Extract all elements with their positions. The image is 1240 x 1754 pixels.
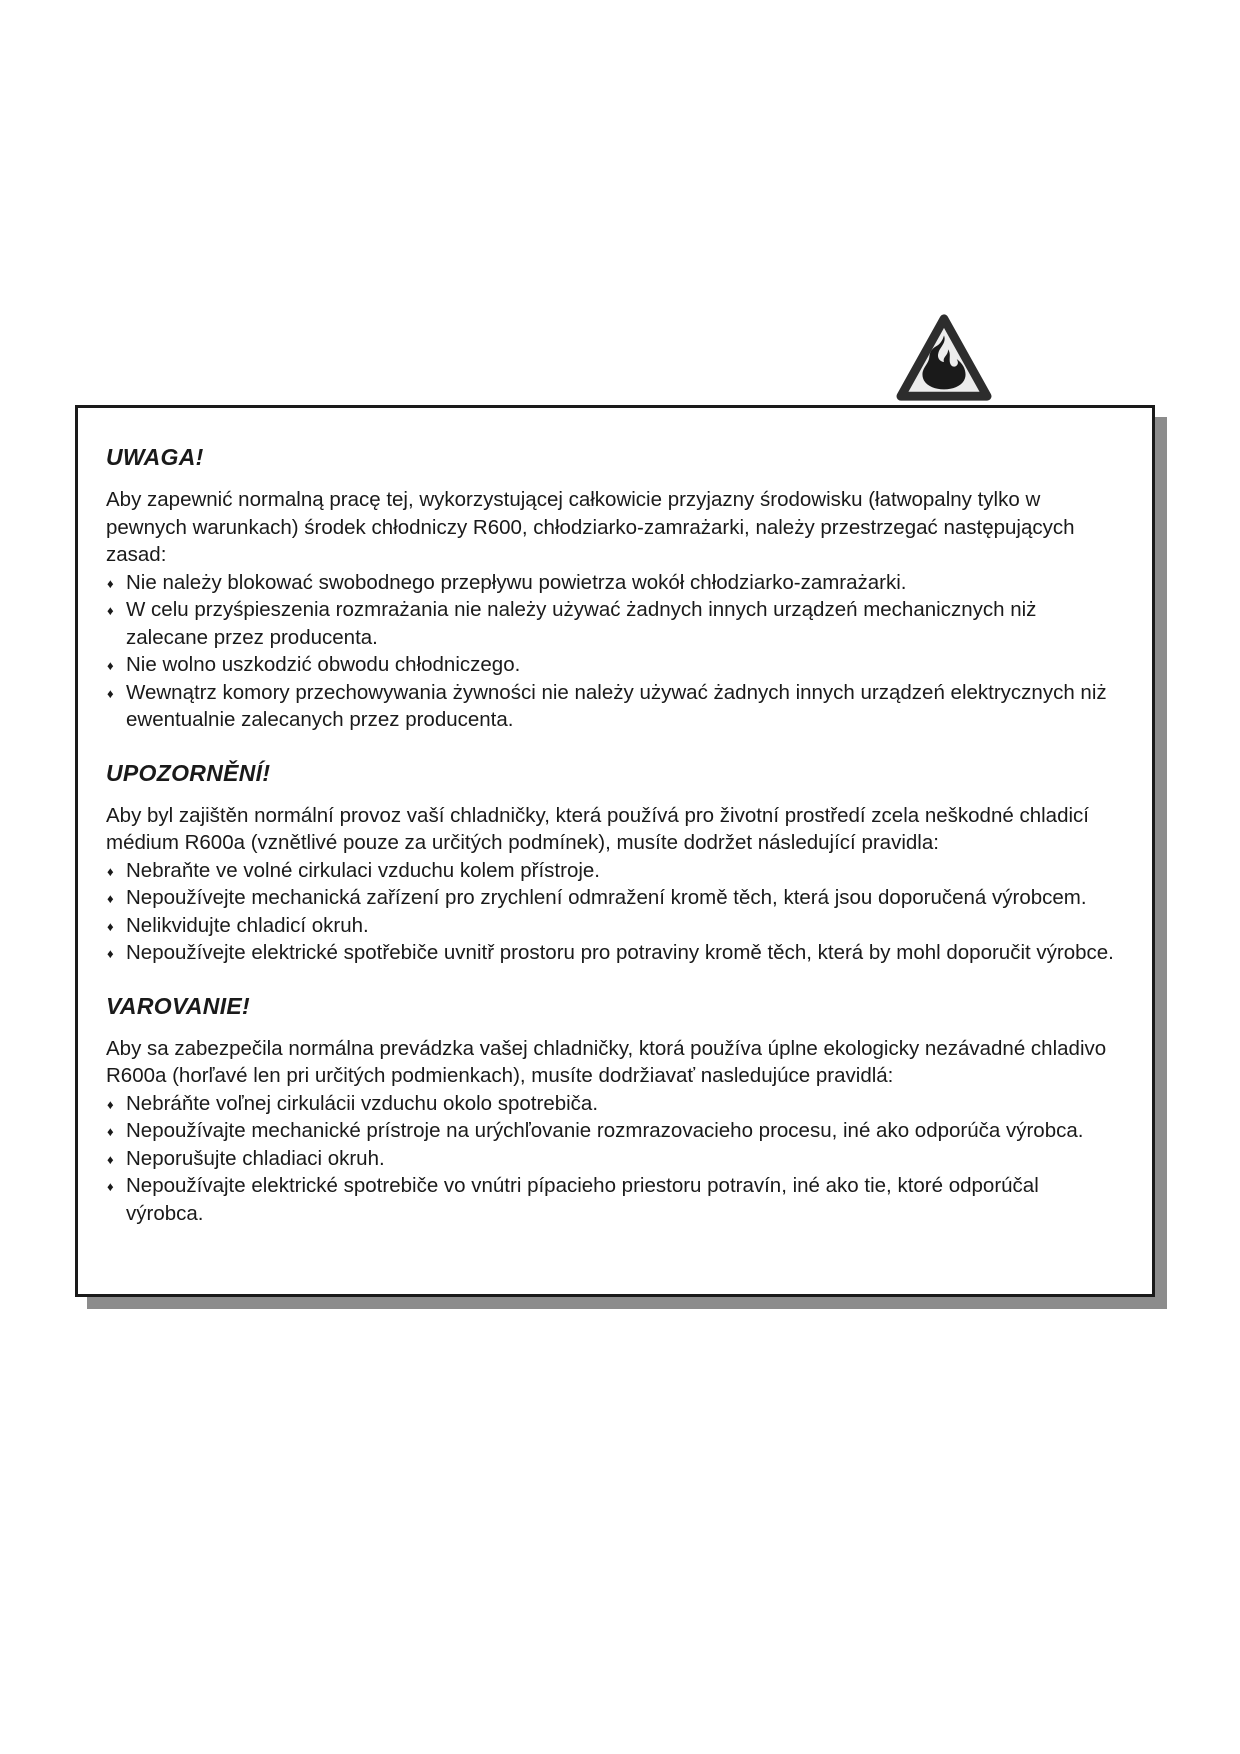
list-item [106,596,1120,651]
flammable-warning-icon [895,312,993,406]
bullet-text: Nie wolno uszkodzić obwodu chłodniczego. [126,653,521,676]
list-item [106,1145,1120,1173]
list-item [106,651,1120,679]
diamond-bullet-icon: ♦ [107,1179,114,1194]
diamond-bullet-icon: ♦ [107,575,114,591]
section-heading-slovak: VAROVANIE! [106,992,250,1019]
diamond-bullet-icon: ♦ [107,1124,114,1139]
bullet-list-slovak [106,1090,1120,1228]
diamond-bullet-icon: ♦ [107,658,114,673]
section-intro-polish: Aby zapewnić normalną pracę tej, wykorzystującej całkowicie przyjazny środowisku (łatwopalny tylko w pewnych warunkach) środek chłodniczy R600, chłodziarko-zamrażarki, należy przestrzegać następujących zasad: [106,488,1075,566]
diamond-bullet-icon: ♦ [107,1096,114,1112]
list-item [106,569,1120,597]
list-item [106,912,1120,940]
section-intro-czech: Aby byl zajištěn normální provoz vaší chladničky, která používá pro životní prostředí zcela neškodné chladicí médium R600a (vznětlivé pouze za určitých podmínek), musíte dodržet následující pravidla: [106,803,1089,854]
list-item [106,1090,1120,1118]
bullet-text: Nepoužívejte mechanická zařízení pro zrychlení odmražení kromě těch, která jsou doporučená výrobcem. [126,886,1087,909]
bullet-list-polish [106,569,1120,734]
section-intro-slovak: Aby sa zabezpečila normálna prevádzka vašej chladničky, ktorá používa úplne ekologicky nezávadné chladivo R600a (horľavé len pri určitých podmienkach), musíte dodržiavať nasledujúce pravidlá: [106,1036,1107,1087]
list-item [106,884,1120,912]
diamond-bullet-icon: ♦ [107,946,114,961]
bullet-text: Nelikvidujte chladicí okruh. [126,913,369,937]
diamond-bullet-icon: ♦ [107,863,114,879]
diamond-bullet-icon: ♦ [107,891,114,906]
bullet-text: Wewnątrz komory przechowywania żywności nie należy używać żadnych innych urządzeń elektrycznych niż ewentualnie zalecanych przez producenta. [126,680,1107,731]
warning-box [75,405,1155,1297]
list-item [106,857,1120,885]
bullet-text: Neporušujte chladiaci okruh. [126,1146,385,1170]
list-item [106,939,1120,967]
diamond-bullet-icon: ♦ [107,1151,114,1167]
list-item [106,1172,1120,1227]
bullet-text: Nie należy blokować swobodnego przepływu powietrza wokół chłodziarko-zamrażarki. [126,570,907,594]
list-item [106,1117,1120,1145]
bullet-list-czech [106,857,1120,967]
bullet-text: Nepoužívajte mechanické prístroje na urýchľovanie rozmrazovacieho procesu, iné ako odporúča výrobca. [126,1119,1084,1142]
bullet-text: Nebráňte voľnej cirkulácii vzduchu okolo spotrebiča. [126,1091,599,1115]
list-item [106,679,1120,734]
bullet-text: W celu przyśpieszenia rozmrażania nie należy używać żadnych innych urządzeń mechanicznych niż zalecane przez producenta. [126,598,1037,649]
diamond-bullet-icon: ♦ [107,685,114,701]
section-heading-czech: UPOZORNĚNÍ! [106,759,271,786]
bullet-text: Nepoužívejte elektrické spotřebiče uvnitř prostoru pro potraviny kromě těch, která by mohl doporučit výrobce. [126,941,1114,964]
bullet-text: Nebraňte ve volné cirkulaci vzduchu kolem přístroje. [126,858,600,882]
section-heading-polish: UWAGA! [106,444,204,470]
bullet-text: Nepoužívajte elektrické spotrebiče vo vnútri pípacieho priestoru potravín, iné ako tie, ktoré odporúčal výrobca. [126,1174,1039,1225]
diamond-bullet-icon: ♦ [107,918,114,934]
diamond-bullet-icon: ♦ [107,603,114,618]
